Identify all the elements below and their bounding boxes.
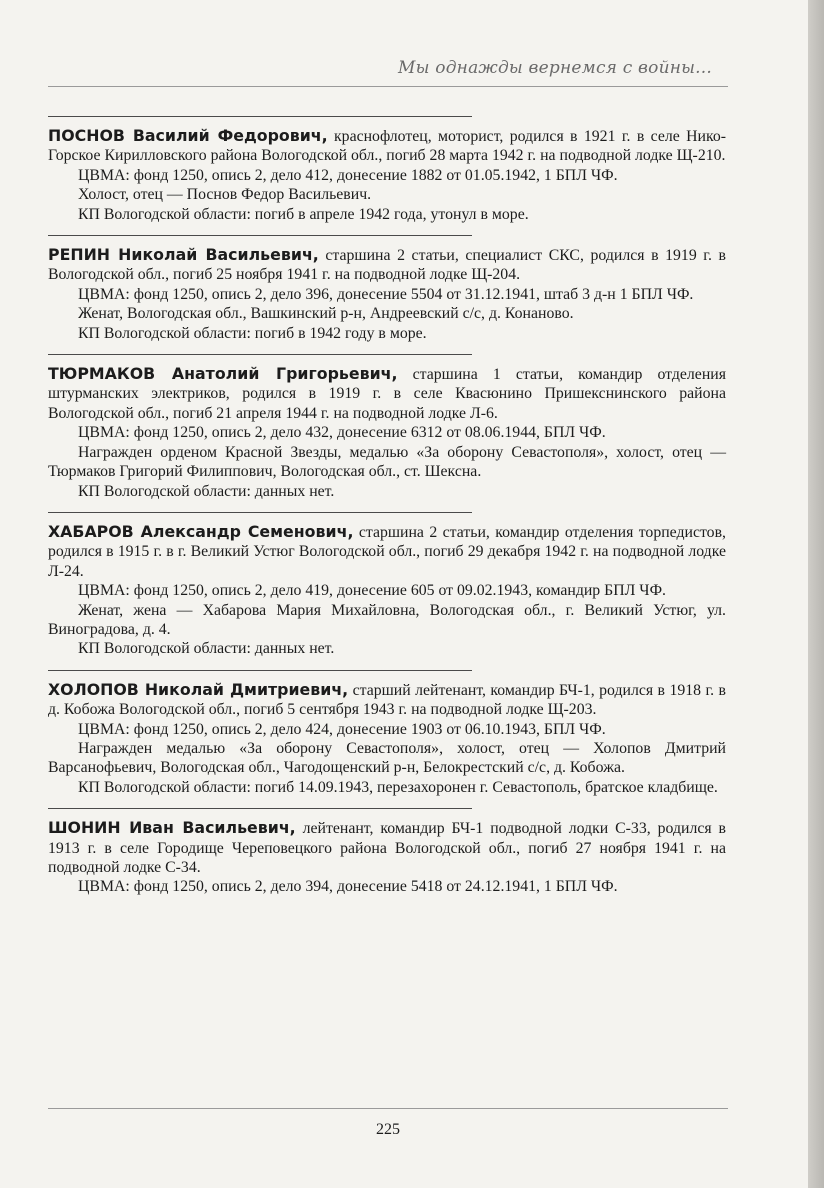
entry-separator (48, 512, 472, 513)
entry-family: Женат, жена — Хабарова Мария Михайловна, Вологодская обл., г. Великий Устюг, ул. Виноградова, д. 4. (48, 601, 726, 638)
entry-lead (48, 680, 726, 720)
entry-tyurmakov (48, 354, 726, 501)
entry-archive-ref: ЦВМА: фонд 1250, опись 2, дело 419, донесение 605 от 09.02.1943, командир БПЛ ЧФ. (78, 582, 666, 600)
entry-name: ПОСНОВ Василий Федорович, (48, 126, 328, 145)
entry-description: краснофлотец, моторист, родился в 1921 г. в селе Нико-Горское Кирилловского района Вологодской обл., погиб 28 марта 1942 г. на подводной лодке Щ-210. (48, 128, 726, 165)
entry-description: старшина 2 статьи, командир отделения торпедистов, родился в 1915 г. в г. Великий Устюг Вологодской обл., погиб 29 декабря 1942 г. на подводной лодке Л-24. (48, 523, 726, 580)
entry-awards-family: Награжден орденом Красной Звезды, медалью «За оборону Севастополя», холост, отец — Тюрмаков Григорий Филиппович, Вологодская обл., ст. Шексна. (48, 443, 726, 481)
entry-separator (48, 235, 472, 236)
entry-repin (48, 235, 726, 343)
page-edge (808, 0, 824, 1188)
running-header-title: Мы однажды вернемся с войны... (398, 58, 712, 78)
entry-description: старшина 2 статьи, специалист СКС, родился в 1919 г. в Вологодской обл., погиб 25 ноября 1941 г. на подводной лодке Щ-204. (48, 247, 726, 284)
entry-separator (48, 354, 472, 355)
entry-name: ХОЛОПОВ Николай Дмитриевич, (48, 679, 349, 699)
entry-kp-note: КП Вологодской области: погиб в 1942 году в море. (78, 324, 427, 342)
footer-rule (48, 1108, 728, 1109)
entry-archive-ref: ЦВМА: фонд 1250, опись 2, дело 394, донесение 5418 от 24.12.1941, 1 БПЛ ЧФ. (78, 878, 618, 896)
entry-shonin (48, 808, 726, 897)
entry-khabarov (48, 512, 726, 659)
entry-lead (48, 126, 726, 166)
entry-name: ТЮРМАКОВ Анатолий Григорьевич, (48, 364, 398, 384)
entry-description: старшина 1 статьи, командир отделения штурманских электриков, родился в 1919 г. в селе Квасюнино Пришекснинского района Вологодской обл., погиб 21 апреля 1944 г. на подводной лодке Л-6. (48, 366, 726, 422)
entry-archive-ref: ЦВМА: фонд 1250, опись 2, дело 396, донесение 5504 от 31.12.1941, штаб 3 д-н 1 БПЛ ЧФ. (78, 285, 694, 303)
entries-list (48, 112, 726, 897)
entry-separator (48, 670, 472, 671)
entry-lead (48, 245, 726, 285)
entry-awards-family: Награжден медалью «За оборону Севастополя», холост, отец — Холопов Дмитрий Варсанофьевич, Вологодская обл., Чагодощенский р-н, Белокрестский с/с, д. Кобожа. (48, 739, 726, 777)
entry-posnov (48, 116, 726, 224)
entry-archive-ref: ЦВМА: фонд 1250, опись 2, дело 432, донесение 6312 от 08.06.1944, БПЛ ЧФ. (78, 424, 606, 442)
entry-lead (48, 364, 726, 423)
header-rule (48, 86, 728, 87)
entry-name: ХАБАРОВ Александр Семенович, (48, 521, 354, 541)
entry-kholopov (48, 670, 726, 797)
entry-lead (48, 522, 726, 581)
entry-archive-ref: ЦВМА: фонд 1250, опись 2, дело 412, донесение 1882 от 01.05.1942, 1 БПЛ ЧФ. (78, 166, 618, 184)
entry-family: Холост, отец — Поснов Федор Васильевич. (78, 186, 372, 204)
entry-name: ШОНИН Иван Васильевич, (48, 818, 296, 838)
entry-kp-note: КП Вологодской области: погиб в апреле 1942 года, утонул в море. (78, 205, 529, 223)
entry-kp-note: КП Вологодской области: данных нет. (78, 482, 335, 500)
entry-archive-ref: ЦВМА: фонд 1250, опись 2, дело 424, донесение 1903 от 06.10.1943, БПЛ ЧФ. (78, 720, 606, 738)
page-number: 225 (376, 1121, 400, 1138)
entry-description: лейтенант, командир БЧ-1 подводной лодки С-33, родился в 1913 г. в селе Городище Череповецкого района Вологодской обл., погиб 27 ноября 1941 г. на подводной лодке С-34. (48, 820, 726, 876)
entry-kp-note: КП Вологодской области: погиб 14.09.1943, перезахоронен г. Севастополь, братское кладбище. (78, 778, 718, 796)
entry-name: РЕПИН Николай Васильевич, (48, 245, 319, 265)
entry-kp-note: КП Вологодской области: данных нет. (78, 640, 335, 658)
entry-description: старший лейтенант, командир БЧ-1, родился в 1918 г. в д. Кобожа Вологодской обл., погиб 5 сентября 1943 г. на подводной лодке Щ-203. (48, 681, 726, 719)
entry-separator (48, 116, 472, 117)
entry-lead (48, 818, 726, 877)
entry-separator (48, 808, 472, 809)
entry-family: Женат, Вологодская обл., Вашкинский р-н, Андреевский с/с, д. Конаново. (78, 305, 574, 323)
